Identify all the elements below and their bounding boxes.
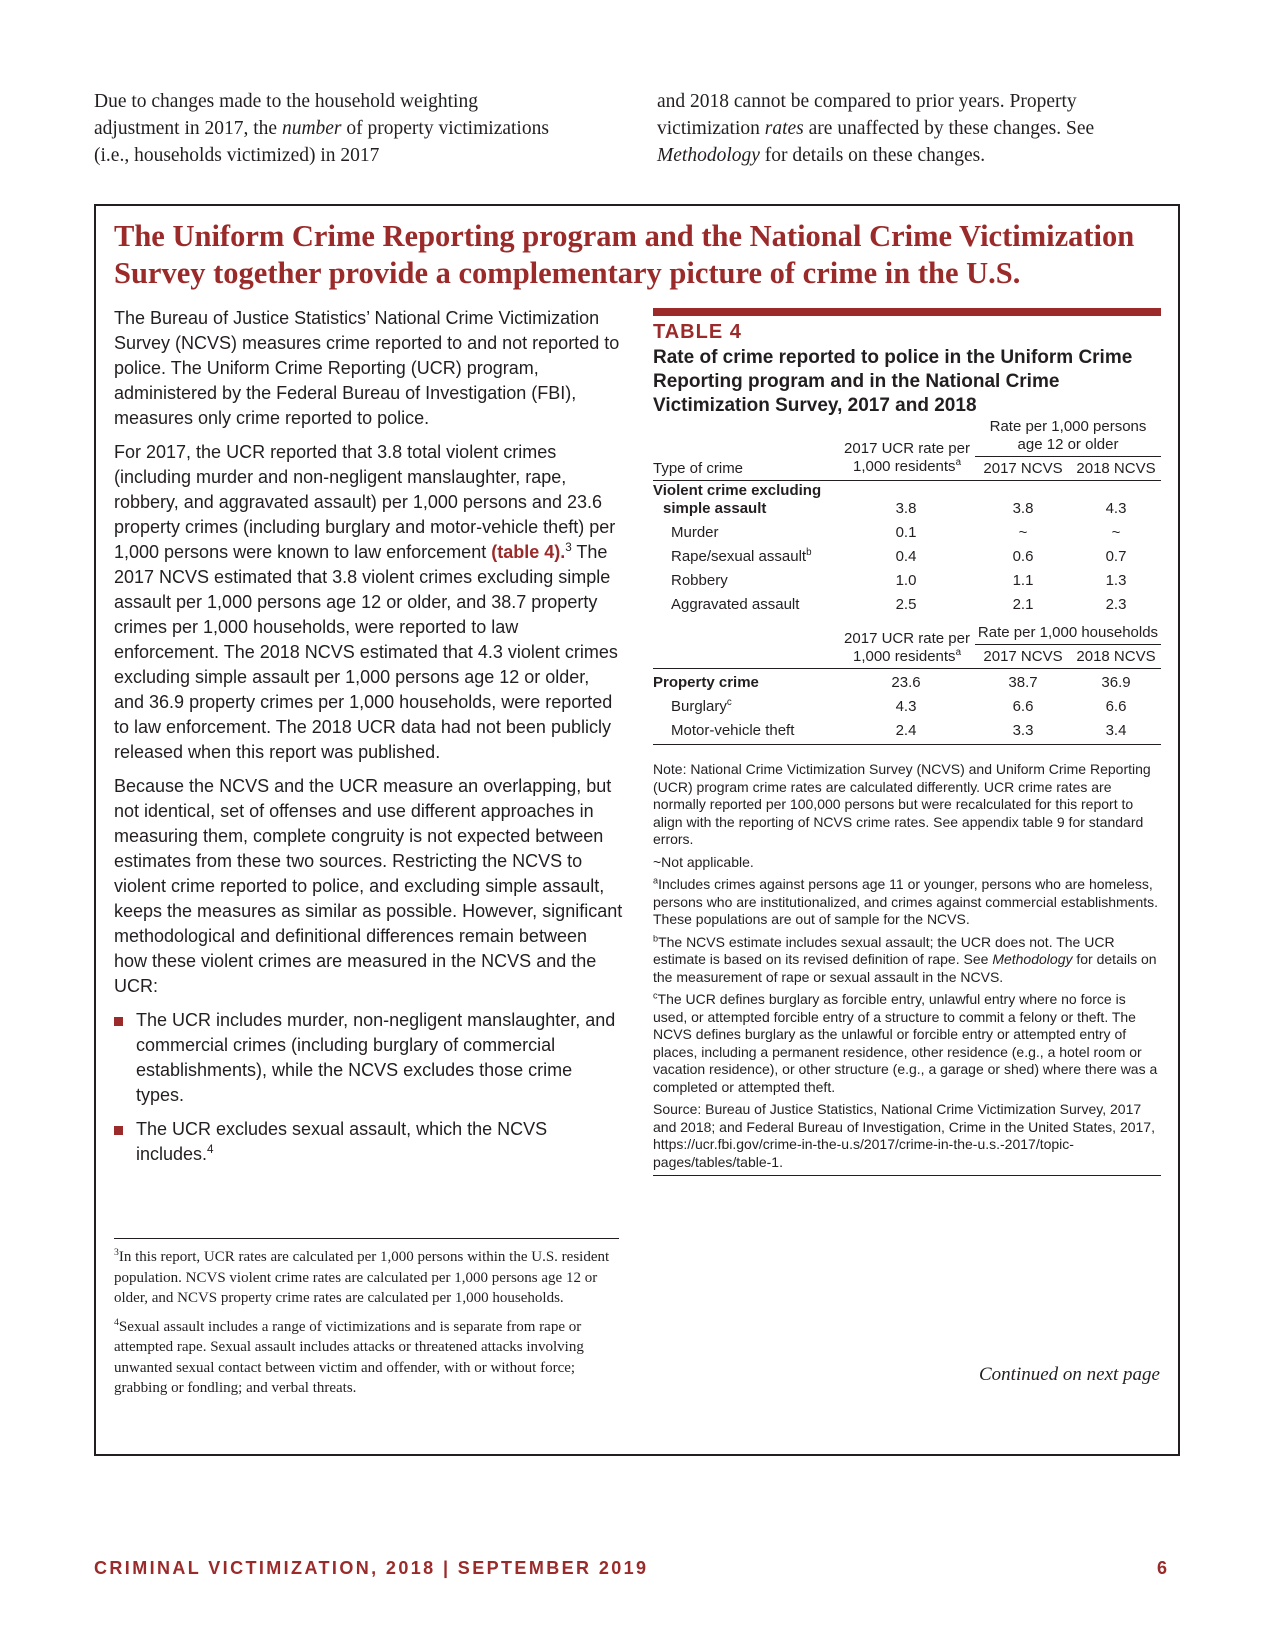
cell-robbery-2017: 1.1 [1012, 572, 1034, 589]
header-ucr-2: 1,000 residents$^a$ [852, 457, 961, 475]
cell-burglary-2017: 6.6 [1012, 698, 1034, 715]
bullet-square-icon [114, 1126, 123, 1135]
footer-title: CRIMINAL VICTIMIZATION, 2018 | SEPTEMBER 2019 [94, 1558, 649, 1578]
emphasis-number: number [281, 118, 342, 139]
bullet-square-icon [114, 1017, 123, 1026]
table-accent-bar [653, 308, 1161, 316]
cell-mvt-2018: 3.4 [1105, 722, 1127, 739]
emphasis-rates: rates [764, 118, 804, 139]
group-rule-2 [975, 644, 1161, 645]
note-a: $^a$Includes crimes against persons age 11 or younger, persons who are homeless, persons who are institutionalized, and crimes against commercial establishments. These populations are out of sample for the NCVS. [653, 875, 1159, 927]
body-paragraph-1: The Bureau of Justice Statistics’ National Crime Victimization Survey (NCVS) measures crime reported to and not reported to police. The Uniform Crime Reporting (UCR) program, administered by the Federal Bureau of Investigation (FBI), measures only crime reported to police. [114, 308, 620, 428]
header2-2018-ncvs: 2018 NCVS [1076, 648, 1156, 665]
table-title: Rate of crime reported to police in the Uniform Crime Reporting program and in the National Crime Victimization Survey, 2017 and 2018 [653, 347, 1133, 416]
intro-paragraph-left: Due to changes made to the household weighting adjustment in 2017, the number of property victimizations (i.e., households victimized) in 2017 [94, 91, 549, 166]
row-aggravated-label: Aggravated assault [671, 596, 800, 613]
header-ucr-1: 2017 UCR rate per [844, 440, 970, 457]
cell-property-2018: 36.9 [1101, 674, 1131, 691]
sidebar-body [114, 306, 624, 1176]
row-robbery-label: Robbery [671, 572, 728, 589]
header-rule [653, 480, 1161, 481]
group-rule [975, 456, 1161, 457]
header-households-group: Rate per 1,000 households [977, 624, 1159, 641]
header-2017-ncvs: 2017 NCVS [983, 460, 1063, 477]
cell-aggravated-2018: 2.3 [1105, 596, 1127, 613]
header-persons-group-2: age 12 or older [1017, 436, 1119, 453]
row-rape-label: Rape/sexual assault$^b$ [671, 547, 812, 565]
row-murder-label: Murder [671, 524, 719, 541]
continued-note: Continued on next page [979, 1364, 1160, 1385]
cell-murder-ucr: 0.1 [895, 524, 917, 541]
sidebar-box [94, 204, 1180, 1456]
cell-murder-2018: ~ [1111, 524, 1121, 541]
cell-burglary-2018: 6.6 [1105, 698, 1127, 715]
cell-rape-2018: 0.7 [1105, 548, 1127, 565]
header2-ucr-2: 1,000 residents$^a$ [852, 647, 961, 665]
cell-aggravated-ucr: 2.5 [895, 596, 917, 613]
page-number: 6 [1156, 1558, 1167, 1578]
methodology-reference: Methodology [657, 145, 760, 166]
header2-ucr-1: 2017 UCR rate per [844, 630, 970, 647]
note-b: $^b$The NCVS estimate includes sexual assault; the UCR does not. The UCR estimate is based on its revised definition of rape. See Methodology for details on the measurement of rape or sexual assault in the NCVS. [653, 932, 1157, 985]
table-4-panel [653, 308, 1161, 1181]
cell-rape-ucr: 0.4 [895, 548, 917, 565]
cell-robbery-ucr: 1.0 [895, 572, 917, 589]
footnote-3: $^3$In this report, UCR rates are calculated per 1,000 persons within the U.S. resident population. NCVS violent crime rates are calculated per 1,000 persons age 12 or older, and NCVS property crime rates are calculated per 1,000 households. [114, 1247, 610, 1306]
cell-burglary-ucr: 4.3 [895, 698, 917, 715]
table-bottom-rule [653, 744, 1161, 745]
footnote-ref-3: 3 [565, 541, 572, 554]
table-4-link[interactable]: (table 4). [491, 542, 566, 562]
footnote-4: $^4$Sexual assault includes a range of victimizations and is separate from rape or attempted rape. Sexual assault includes attacks or threatened attacks involving unwanted sexual contact between victim and offender, with or without force; grabbing or fondling; and verbal threats. [114, 1316, 584, 1396]
cell-violent-ucr: 3.8 [895, 500, 917, 517]
header-type-of-crime: Type of crime [653, 460, 744, 477]
cell-property-ucr: 23.6 [891, 674, 921, 691]
table-source: Source: Bureau of Justice Statistics, National Crime Victimization Survey, 2017 and 2018; and Federal Bureau of Investigation, Crime in the United States, 2017, https://ucr.fbi.gov/crime-in-the-u.s/2017/crime-in-the-u.s.-2017/topic-pages/tables/table-1. [653, 1101, 1161, 1176]
bullet-item-2: The UCR excludes sexual assault, which the NCVS includes.$^4$ [114, 1117, 624, 1167]
cell-mvt-ucr: 2.4 [895, 722, 917, 739]
cell-rape-2017: 0.6 [1012, 548, 1034, 565]
rate-table [653, 418, 1161, 753]
header-2018-ncvs: 2018 NCVS [1076, 460, 1156, 477]
not-applicable-note: ~Not applicable. [653, 853, 754, 870]
bullet-item-1: The UCR includes murder, non-negligent manslaughter, and commercial crimes (including burglary of commercial establishments), while the NCVS excludes those crime types. [114, 1008, 624, 1108]
table-note: Note: National Crime Victimization Survey (NCVS) and Uniform Crime Reporting (UCR) program crime rates are calculated differently. UCR crime rates are normally reported per 100,000 persons but were recalculated for this report to align with the reporting of NCVS crime rates. See appendix table 9 for standard errors. [653, 761, 1151, 847]
row-violent-label-2: simple assault [663, 500, 767, 517]
cell-murder-2017: ~ [1018, 524, 1028, 541]
row-mvt-label: Motor-vehicle theft [671, 722, 795, 739]
footnote-ref-4: 4 [207, 1143, 214, 1156]
header2-rule [653, 668, 1161, 669]
sidebar-title: The Uniform Crime Reporting program and the National Crime Victimization Survey together provide a complementary picture of crime in the U.S. [114, 219, 1135, 290]
cell-property-2017: 38.7 [1008, 674, 1038, 691]
header2-2017-ncvs: 2017 NCVS [983, 648, 1063, 665]
header-persons-group-1: Rate per 1,000 persons [989, 418, 1147, 435]
body-paragraph-3: Because the NCVS and the UCR measure an overlapping, but not identical, set of offenses and use different approaches in measuring them, complete congruity is not expected between estimates from these two sources. Restricting the NCVS to violent crime reported to police, and excluding simple assault, keeps the measures as similar as possible. However, significant methodological and definitional differences remain between how these violent crimes are measured in the NCVS and the UCR: [114, 776, 623, 996]
cell-mvt-2017: 3.3 [1012, 722, 1034, 739]
row-violent-label-1: Violent crime excluding [653, 482, 822, 499]
intro-paragraph-right: and 2018 cannot be compared to prior years. Property victimization rates are unaffected by these changes. See Methodology for details on these changes. [657, 91, 1095, 166]
table-label: TABLE 4 [653, 321, 742, 343]
table-notes [653, 761, 1161, 1176]
cell-robbery-2018: 1.3 [1105, 572, 1127, 589]
bullet-list [114, 1008, 624, 1167]
cell-aggravated-2017: 2.1 [1012, 596, 1034, 613]
body-paragraph-2: For 2017, the UCR reported that 3.8 total violent crimes (including murder and non-negligent manslaughter, rape, robbery, and aggravated assault) per 1,000 persons and 23.6 property crimes (including burglary and motor-vehicle theft) per 1,000 persons were known to law enforcement (table 4).$^3$ The 2017 NCVS estimated that 3.8 violent crimes excluding simple assault per 1,000 persons age 12 or older, and 38.7 property crimes per 1,000 households, were reported to law enforcement. The 2018 NCVS estimated that 4.3 violent crimes excluding simple assault per 1,000 persons age 12 or older, and 36.9 property crimes per 1,000 households, were reported to law enforcement. The 2018 UCR data had not been publicly released when this report was published. [114, 442, 618, 762]
cell-violent-2018: 4.3 [1105, 500, 1127, 517]
row-burglary-label: Burglary$^c$ [671, 697, 732, 715]
cell-violent-2017: 3.8 [1012, 500, 1034, 517]
footnotes [114, 1238, 619, 1407]
row-property-label: Property crime [653, 674, 759, 691]
note-c: $^c$The UCR defines burglary as forcible entry, unlawful entry where no force is used, or attempted forcible entry of a structure to commit a felony or theft. The NCVS defines burglary as the unlawful or forcible entry or attempted entry of places, including a permanent residence, other residence (e.g., a hotel room or vacation residence), or other structure (e.g., a garage or shed) where there was a completed or attempted theft. [653, 990, 1158, 1095]
